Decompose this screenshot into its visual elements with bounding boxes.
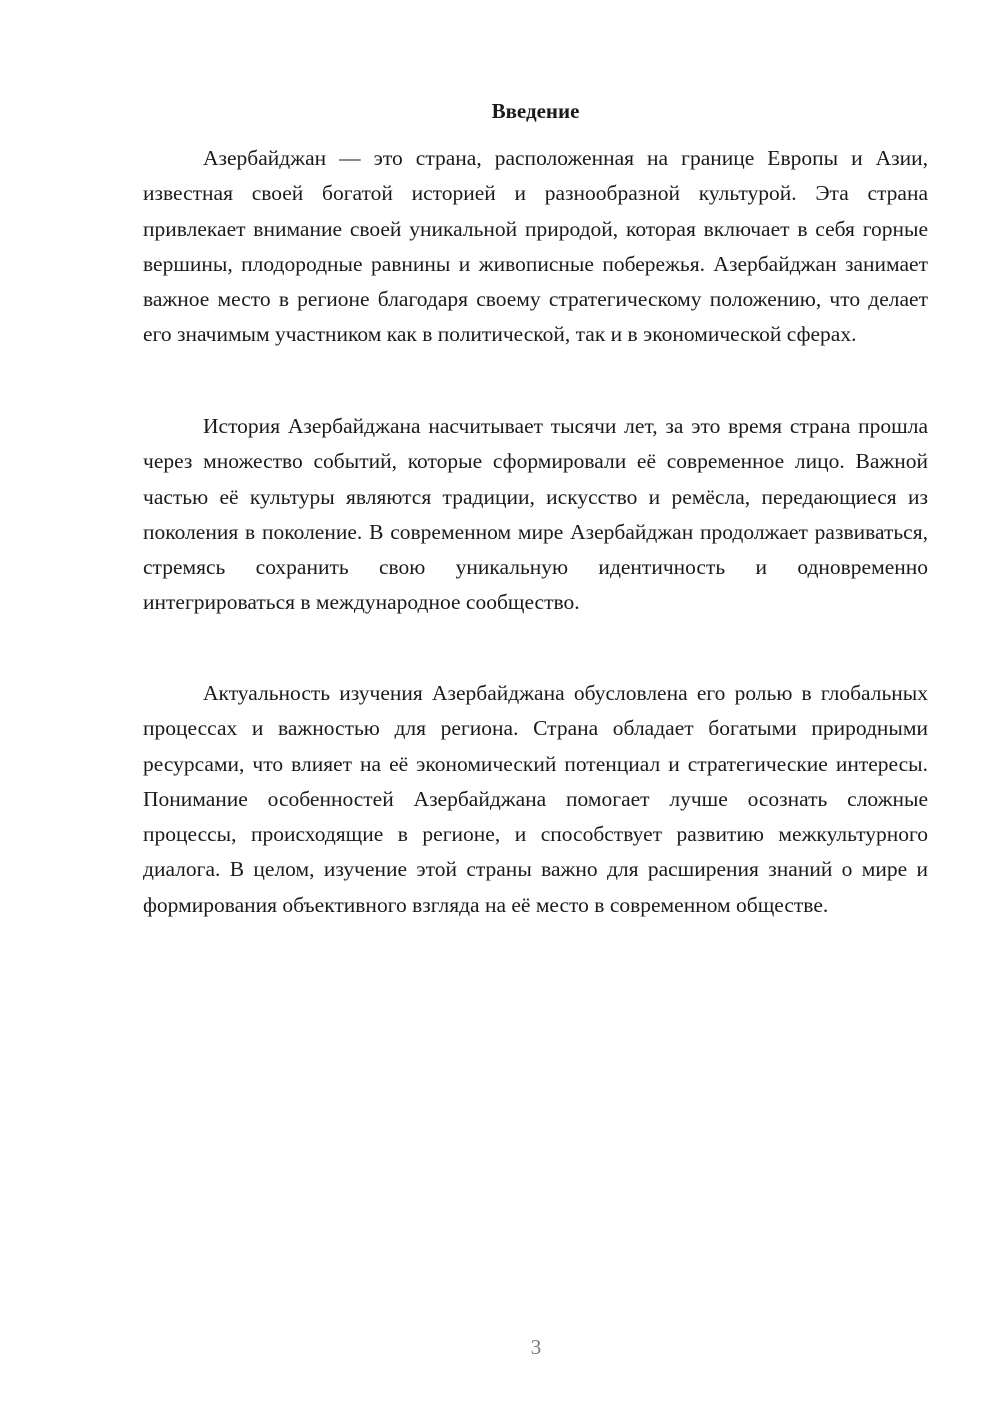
page-number: 3 <box>530 1335 542 1359</box>
paragraph-1: Азербайджан — это страна, расположенная на границе Европы и Азии, известная своей богатой историей и разнообразной культурой. Эта страна привлекает внимание своей уникальной природой, которая включает в себя горные вершины, плодородные равнины и живописные побережья. Азербайджан занимает важное место в регионе благодаря своему стратегическому положению, что делает его значимым участником как в политической, так и в экономической сферах. <box>143 146 928 347</box>
section-title: Введение <box>491 99 580 123</box>
paragraph-2: История Азербайджана насчитывает тысячи лет, за это время страна прошла через множество событий, которые сформировали её современное лицо. Важной частью её культуры являются традиции, искусство и ремёсла, передающиеся из поколения в поколение. В современном мире Азербайджан продолжает развиваться, стремясь сохранить свою уникальную идентичность и одновременно интегрироваться в международное сообщество. <box>143 414 928 615</box>
paragraph-3: Актуальность изучения Азербайджана обусловлена его ролью в глобальных процессах и важностью для региона. Страна обладает богатыми природными ресурсами, что влияет на её экономический потенциал и стратегические интересы. Понимание особенностей Азербайджана помогает лучше осознать сложные процессы, происходящие в регионе, и способствует развитию межкультурного диалога. В целом, изучение этой страны важно для расширения знаний о мире и формирования объективного взгляда на её место в современном обществе. <box>143 681 928 917</box>
